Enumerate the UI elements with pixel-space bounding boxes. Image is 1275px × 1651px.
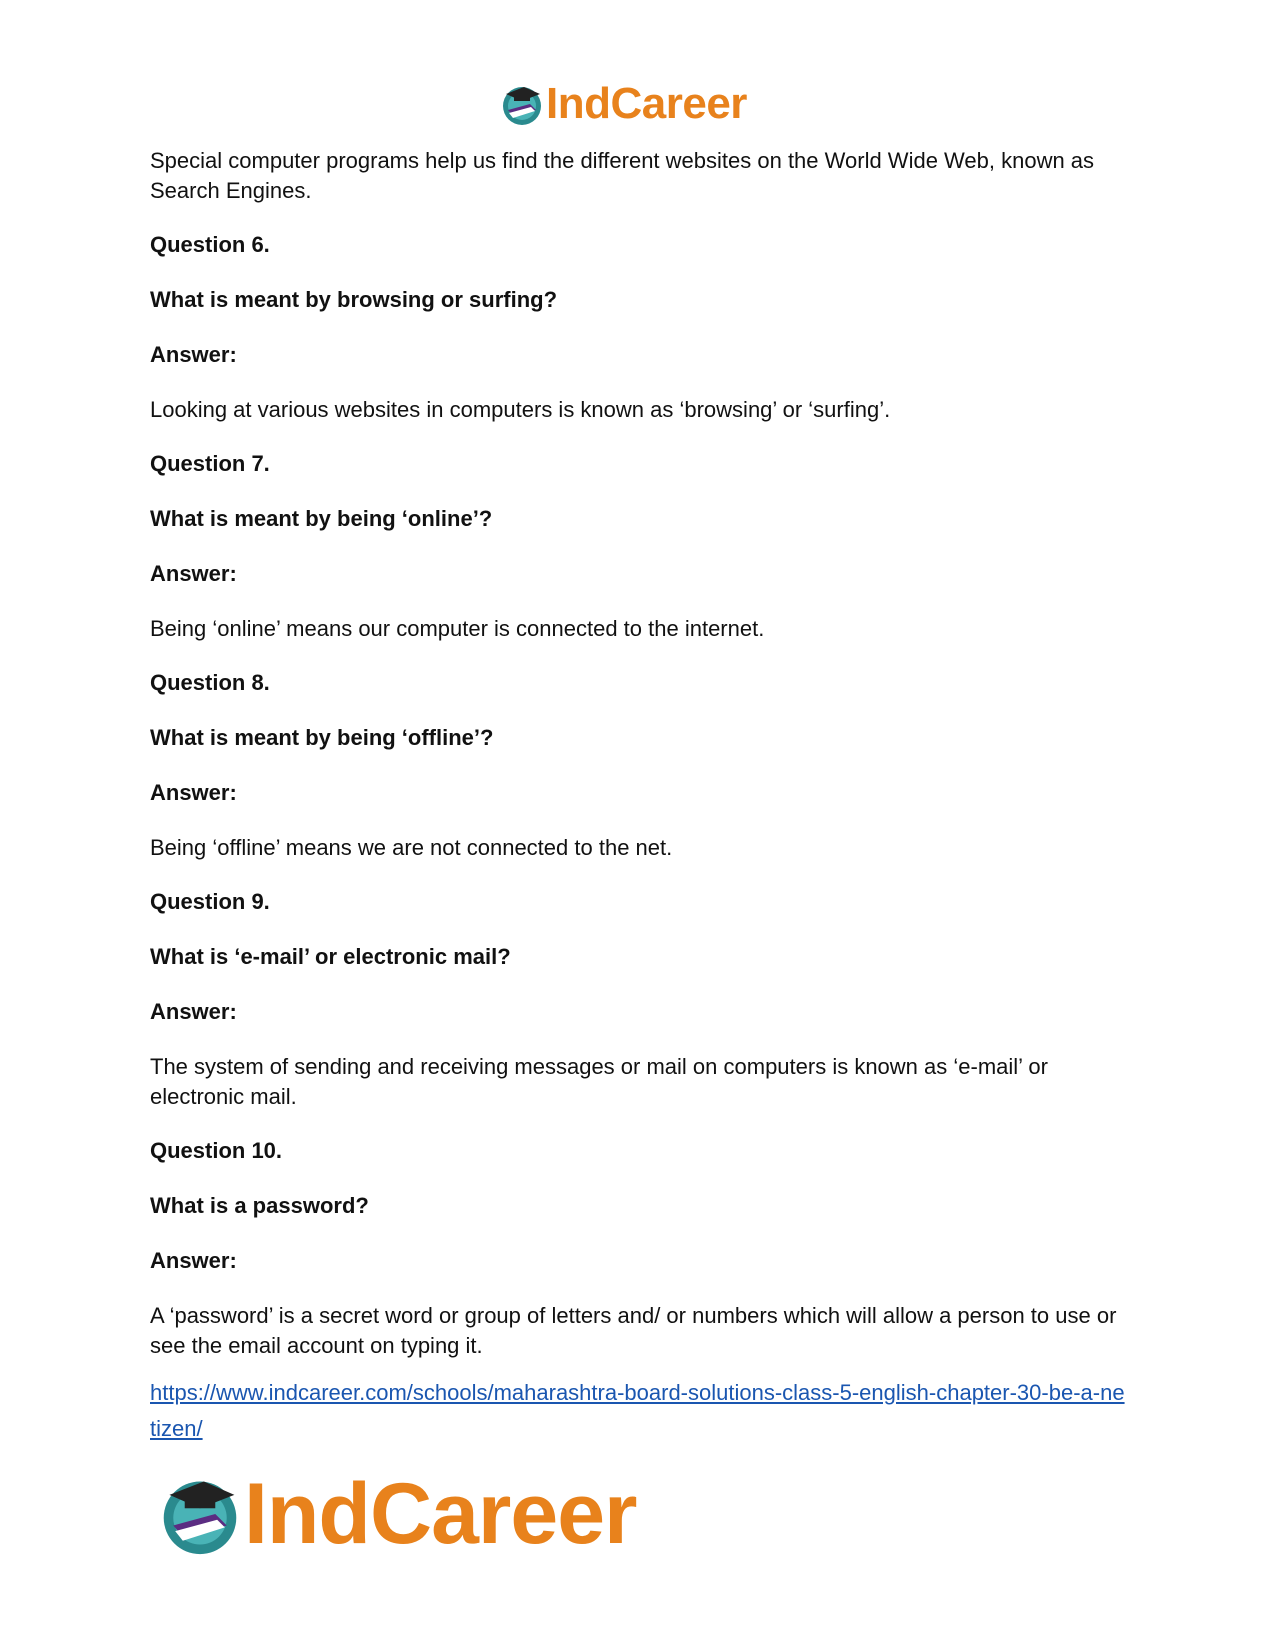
answer-label: Answer: — [150, 999, 237, 1024]
answer-label: Answer: — [150, 780, 237, 805]
question-number: Question 10. — [150, 1138, 283, 1163]
answer-label: Answer: — [150, 1248, 237, 1273]
answer-label: Answer: — [150, 561, 237, 586]
answer-label: Answer: — [150, 342, 237, 367]
document-body — [150, 146, 1130, 1447]
question-text: What is a password? — [150, 1193, 369, 1218]
answer-text: Being ‘offline’ means we are not connected to the net. — [150, 835, 673, 860]
answer-text: The system of sending and receiving messages or mail on computers is known as ‘e-mail’ or electronic mail. — [150, 1054, 1048, 1109]
graduation-cap-globe-icon — [158, 1472, 242, 1556]
graduation-cap-globe-icon — [500, 82, 544, 126]
question-text: What is meant by being ‘online’? — [150, 506, 493, 531]
question-number: Question 7. — [150, 451, 270, 476]
answer-text: Being ‘online’ means our computer is connected to the internet. — [150, 616, 765, 641]
question-number: Question 9. — [150, 889, 270, 914]
header-logo — [500, 76, 780, 132]
source-link[interactable]: https://www.indcareer.com/schools/maharashtra-board-solutions-class-5-english-chapter-30-be-a-netizen/ — [150, 1380, 1125, 1441]
brand-name: IndCareer — [244, 1465, 637, 1562]
question-text: What is ‘e-mail’ or electronic mail? — [150, 944, 511, 969]
intro-paragraph: Special computer programs help us find the different websites on the World Wide Web, known as Search Engines. — [150, 148, 1095, 203]
question-text: What is meant by browsing or surfing? — [150, 287, 558, 312]
footer-logo — [158, 1464, 718, 1564]
question-text: What is meant by being ‘offline’? — [150, 725, 494, 750]
answer-text: Looking at various websites in computers is known as ‘browsing’ or ‘surfing’. — [150, 397, 891, 422]
question-number: Question 6. — [150, 232, 270, 257]
answer-text: A ‘password’ is a secret word or group of letters and/ or numbers which will allow a person to use or see the email account on typing it. — [150, 1303, 1117, 1358]
question-number: Question 8. — [150, 670, 270, 695]
brand-name: IndCareer — [546, 79, 747, 128]
